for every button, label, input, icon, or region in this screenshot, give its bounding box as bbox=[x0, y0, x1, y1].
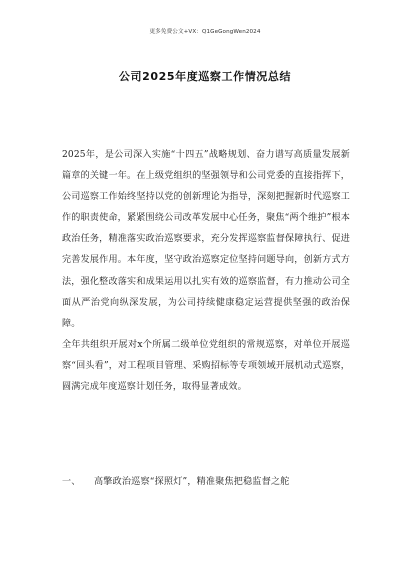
section-heading bbox=[62, 474, 362, 487]
section-number: 一、 bbox=[62, 477, 81, 487]
body-paragraph: 2025年，是公司深入实施“十四五”战略规划、奋力谱写高质量发展新篇章的关键一年。在上级党组织的坚强领导和公司党委的直接指挥下，公司巡察工作始终坚持以党的创新理论为指导，深刻把握新时代巡察工作的职责使命，紧紧围绕公司改革发展中心任务，聚焦“两个维护”根本政治任务，精准落实政治巡察要求，充分发挥巡察监督保障执行、促进完善发展作用。本年度，坚守政治巡察定位坚持问题导向，创新方式方法，强化整改落实和成果运用以扎实有效的巡察监督，有力推动公司全面从严治党向纵深发展，为公司持续健康稳定运营提供坚强的政治保障。 bbox=[62, 150, 350, 329]
header-note: 更多免费公文+VX：Q1GeGongWen2024 bbox=[149, 29, 261, 35]
section-heading-text: 高擎政治巡察“探照灯”，精准聚焦把稳监督之舵 bbox=[94, 477, 290, 487]
document-body bbox=[62, 145, 350, 398]
document-title: 公司2025年度巡察工作情况总结 bbox=[118, 70, 292, 83]
body-paragraph: 全年共组织开展对x个所属二级单位党组织的常规巡察，对单位开展巡察“回头看”，对工程项目管理、采购招标等专项领域开展机动式巡察，圆满完成年度巡察计划任务，取得显著成效。 bbox=[62, 339, 350, 393]
